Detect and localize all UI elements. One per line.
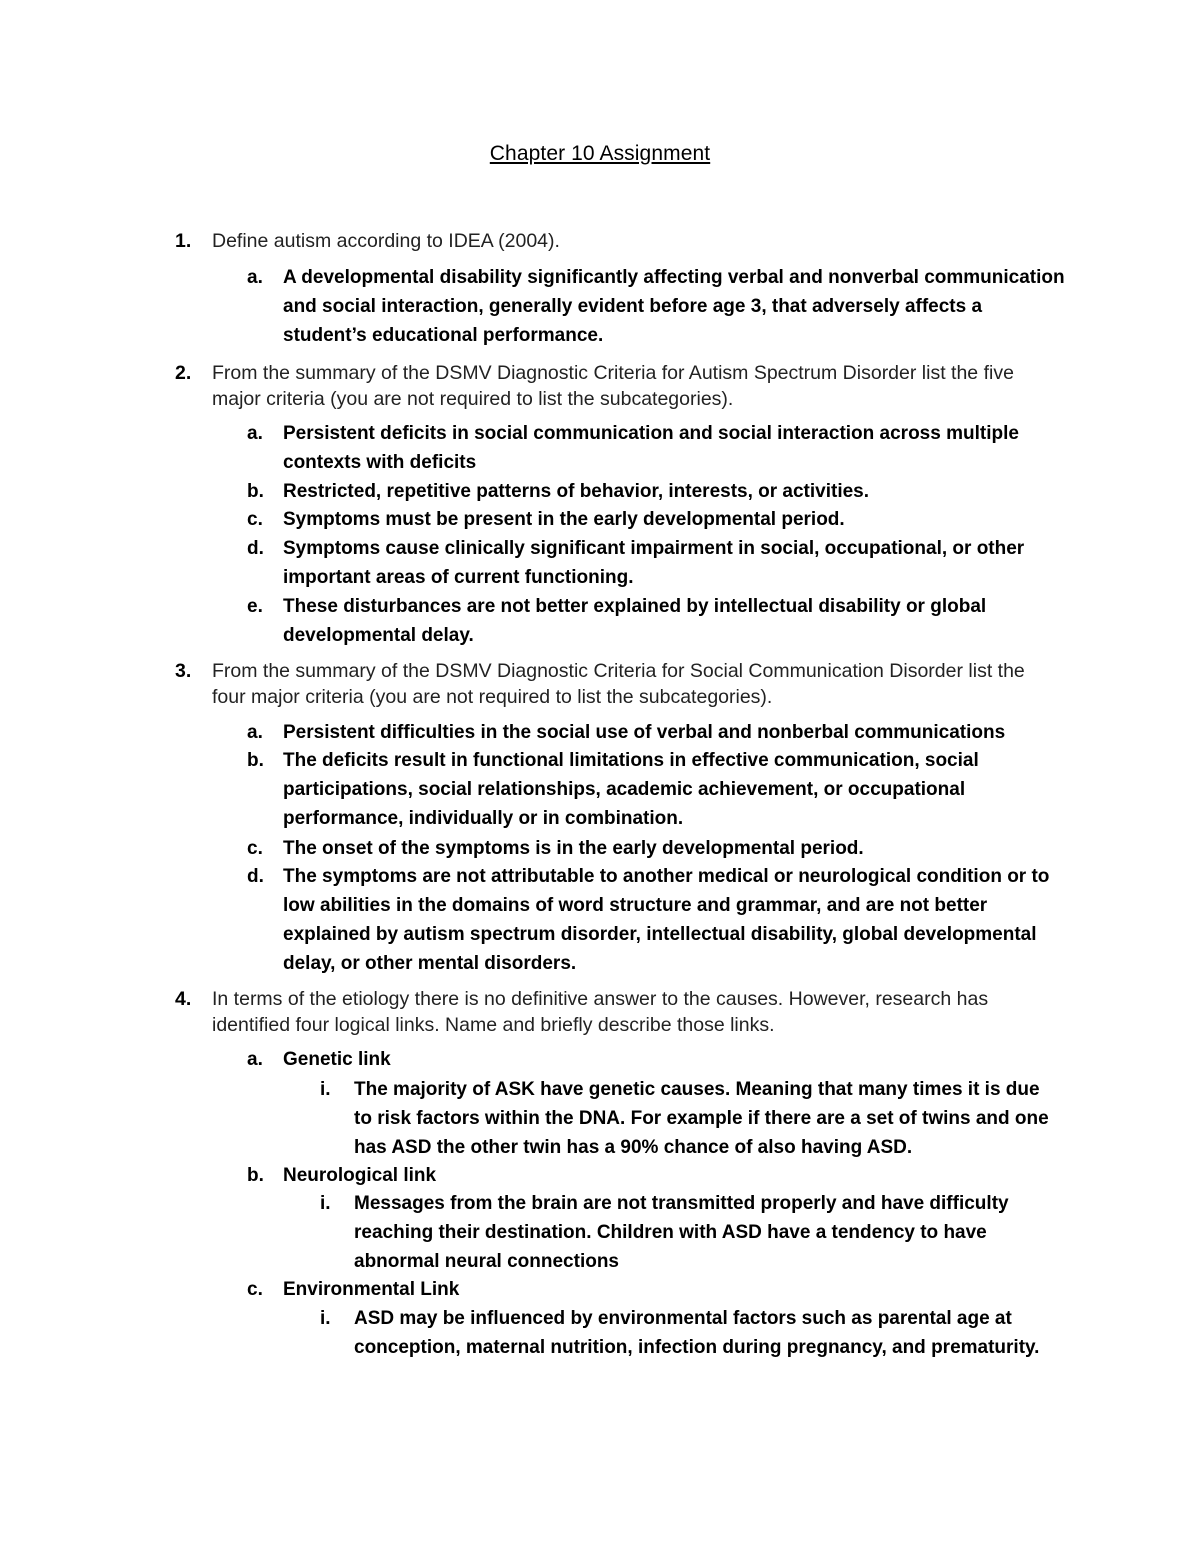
answer-text: The symptoms are not attributable to another medical or neurological condition or to low abilities in the domains of word structure and grammar, and are not better explained by autism spectrum disorder, intellectual disability, global developmental delay, or other mental disorders. (283, 866, 1050, 974)
sub-answer-label: i. (320, 1079, 331, 1100)
sub-answer-item (320, 1075, 1060, 1162)
answer-text: Symptoms must be present in the early developmental period. (283, 509, 845, 530)
answer-item (247, 419, 1067, 477)
answer-item (247, 477, 1067, 506)
answer-item (247, 505, 1067, 534)
answer-label: c. (247, 1279, 263, 1300)
question-number: 1. (175, 230, 192, 252)
answer-label: c. (247, 838, 263, 859)
question-number: 2. (175, 362, 192, 384)
question-4 (175, 986, 1055, 1038)
answer-item (247, 534, 1067, 592)
question-number: 3. (175, 660, 192, 682)
answer-text: Neurological link (283, 1165, 437, 1186)
answer-item (247, 263, 1067, 350)
answer-item (247, 1275, 1067, 1304)
answer-text: The deficits result in functional limitations in effective communication, social participations, social relationships, academic achievement, or occupational performance, individually or in combination. (283, 750, 979, 829)
sub-answer-item (320, 1189, 1060, 1276)
question-text: From the summary of the DSMV Diagnostic Criteria for Social Communication Disorder list the four major criteria (you are not required to list the subcategories). (212, 660, 1025, 708)
answer-label: c. (247, 509, 263, 530)
answer-label: b. (247, 750, 264, 771)
sub-answer-text: Messages from the brain are not transmitted properly and have difficulty reaching their destination. Children with ASD have a tendency to have abnormal neural connections (354, 1193, 1009, 1272)
answer-label: a. (247, 1049, 263, 1070)
answer-text: Genetic link (283, 1049, 391, 1070)
question-text: Define autism according to IDEA (2004). (212, 230, 560, 252)
answer-text: Symptoms cause clinically significant impairment in social, occupational, or other important areas of current functioning. (283, 538, 1025, 588)
answer-label: b. (247, 1165, 264, 1186)
sub-answer-text: The majority of ASK have genetic causes. Meaning that many times it is due to risk factors within the DNA. For example if there are a set of twins and one has ASD the other twin has a 90% chance of also having ASD. (354, 1079, 1049, 1158)
answer-label: a. (247, 722, 263, 743)
answer-item (247, 718, 1067, 747)
question-text: From the summary of the DSMV Diagnostic Criteria for Autism Spectrum Disorder list the five major criteria (you are not required to list the subcategories). (212, 362, 1014, 410)
answer-text: Persistent deficits in social communication and social interaction across multiple contexts with deficits (283, 423, 1019, 473)
answer-item (247, 592, 1067, 650)
answer-text: The onset of the symptoms is in the early developmental period. (283, 838, 864, 859)
answer-item (247, 834, 1067, 863)
answer-label: e. (247, 596, 263, 617)
answer-text: Restricted, repetitive patterns of behavior, interests, or activities. (283, 481, 870, 502)
question-number: 4. (175, 988, 192, 1010)
answer-label: b. (247, 481, 264, 502)
answer-label: a. (247, 423, 263, 444)
answer-label: d. (247, 866, 264, 887)
question-3 (175, 658, 1055, 710)
answer-item (247, 862, 1067, 978)
answer-label: a. (247, 267, 263, 288)
answer-text: These disturbances are not better explained by intellectual disability or global developmental delay. (283, 596, 987, 646)
answer-text: A developmental disability significantly affecting verbal and nonverbal communication and social interaction, generally evident before age 3, that adversely affects a student’s educational performance. (283, 267, 1065, 346)
question-1 (175, 228, 1055, 254)
answer-text: Persistent difficulties in the social use of verbal and nonberbal communications (283, 722, 1006, 743)
answer-label: d. (247, 538, 264, 559)
sub-answer-text: ASD may be influenced by environmental factors such as parental age at conception, maternal nutrition, infection during pregnancy, and prematurity. (354, 1308, 1040, 1358)
sub-answer-label: i. (320, 1308, 331, 1329)
answer-item (247, 1161, 1067, 1190)
sub-answer-label: i. (320, 1193, 331, 1214)
question-2 (175, 360, 1055, 412)
answer-item (247, 1045, 1067, 1074)
answer-item (247, 746, 1067, 833)
answer-text: Environmental Link (283, 1279, 460, 1300)
sub-answer-item (320, 1304, 1060, 1362)
page-title: Chapter 10 Assignment (489, 142, 711, 165)
question-text: In terms of the etiology there is no definitive answer to the causes. However, research has identified four logical links. Name and briefly describe those links. (212, 988, 989, 1036)
